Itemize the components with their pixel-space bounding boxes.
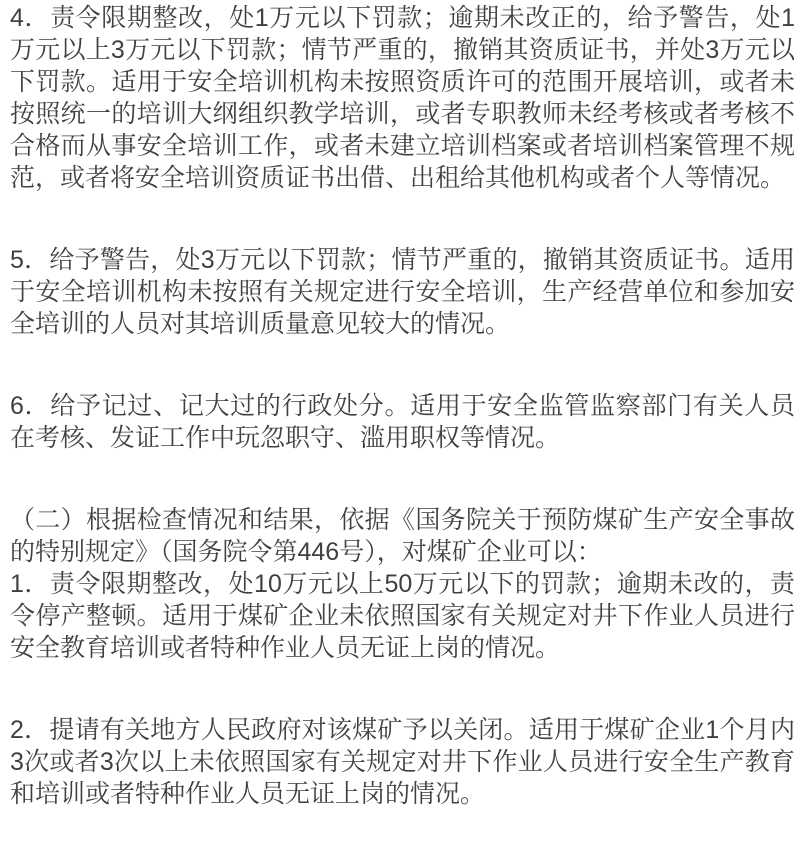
paragraph-item-5: 5．给予警告，处3万元以下罚款；情节严重的，撤销其资质证书。适用于安全培训机构未按照有关规定进行安全培训，生产经营单位和参加安全培训的人员对其培训质量意见较大的情况。	[10, 246, 795, 338]
paragraph-item-6: 6．给予记过、记大过的行政处分。适用于安全监管监察部门有关人员在考核、发证工作中玩忽职守、滥用职权等情况。	[10, 392, 795, 452]
paragraph-coal-item-1: 1．责令限期整改，处10万元以上50万元以下的罚款；逾期未改的，责令停产整顿。适用于煤矿企业未依照国家有关规定对井下作业人员进行安全教育培训或者特种作业人员无证上岗的情况。	[10, 570, 795, 662]
section-heading-part-2: （二）根据检查情况和结果，依据《国务院关于预防煤矿生产安全事故的特别规定》（国务院令第446号），对煤矿企业可以：	[10, 506, 795, 566]
paragraph-coal-item-2: 2．提请有关地方人民政府对该煤矿予以关闭。适用于煤矿企业1个月内3次或者3次以上未依照国家有关规定对井下作业人员进行安全生产教育和培训或者特种作业人员无证上岗的情况。	[10, 716, 795, 808]
paragraph-item-4: 4．责令限期整改，处1万元以下罚款；逾期未改正的，给予警告，处1万元以上3万元以下罚款；情节严重的，撤销其资质证书，并处3万元以下罚款。适用于安全培训机构未按照资质许可的范围开展培训，或者未按照统一的培训大纲组织教学培训，或者专职教师未经考核或者考核不合格而从事安全培训工作，或者未建立培训档案或者培训档案管理不规范，或者将安全培训资质证书出借、出租给其他机构或者个人等情况。	[10, 4, 795, 192]
